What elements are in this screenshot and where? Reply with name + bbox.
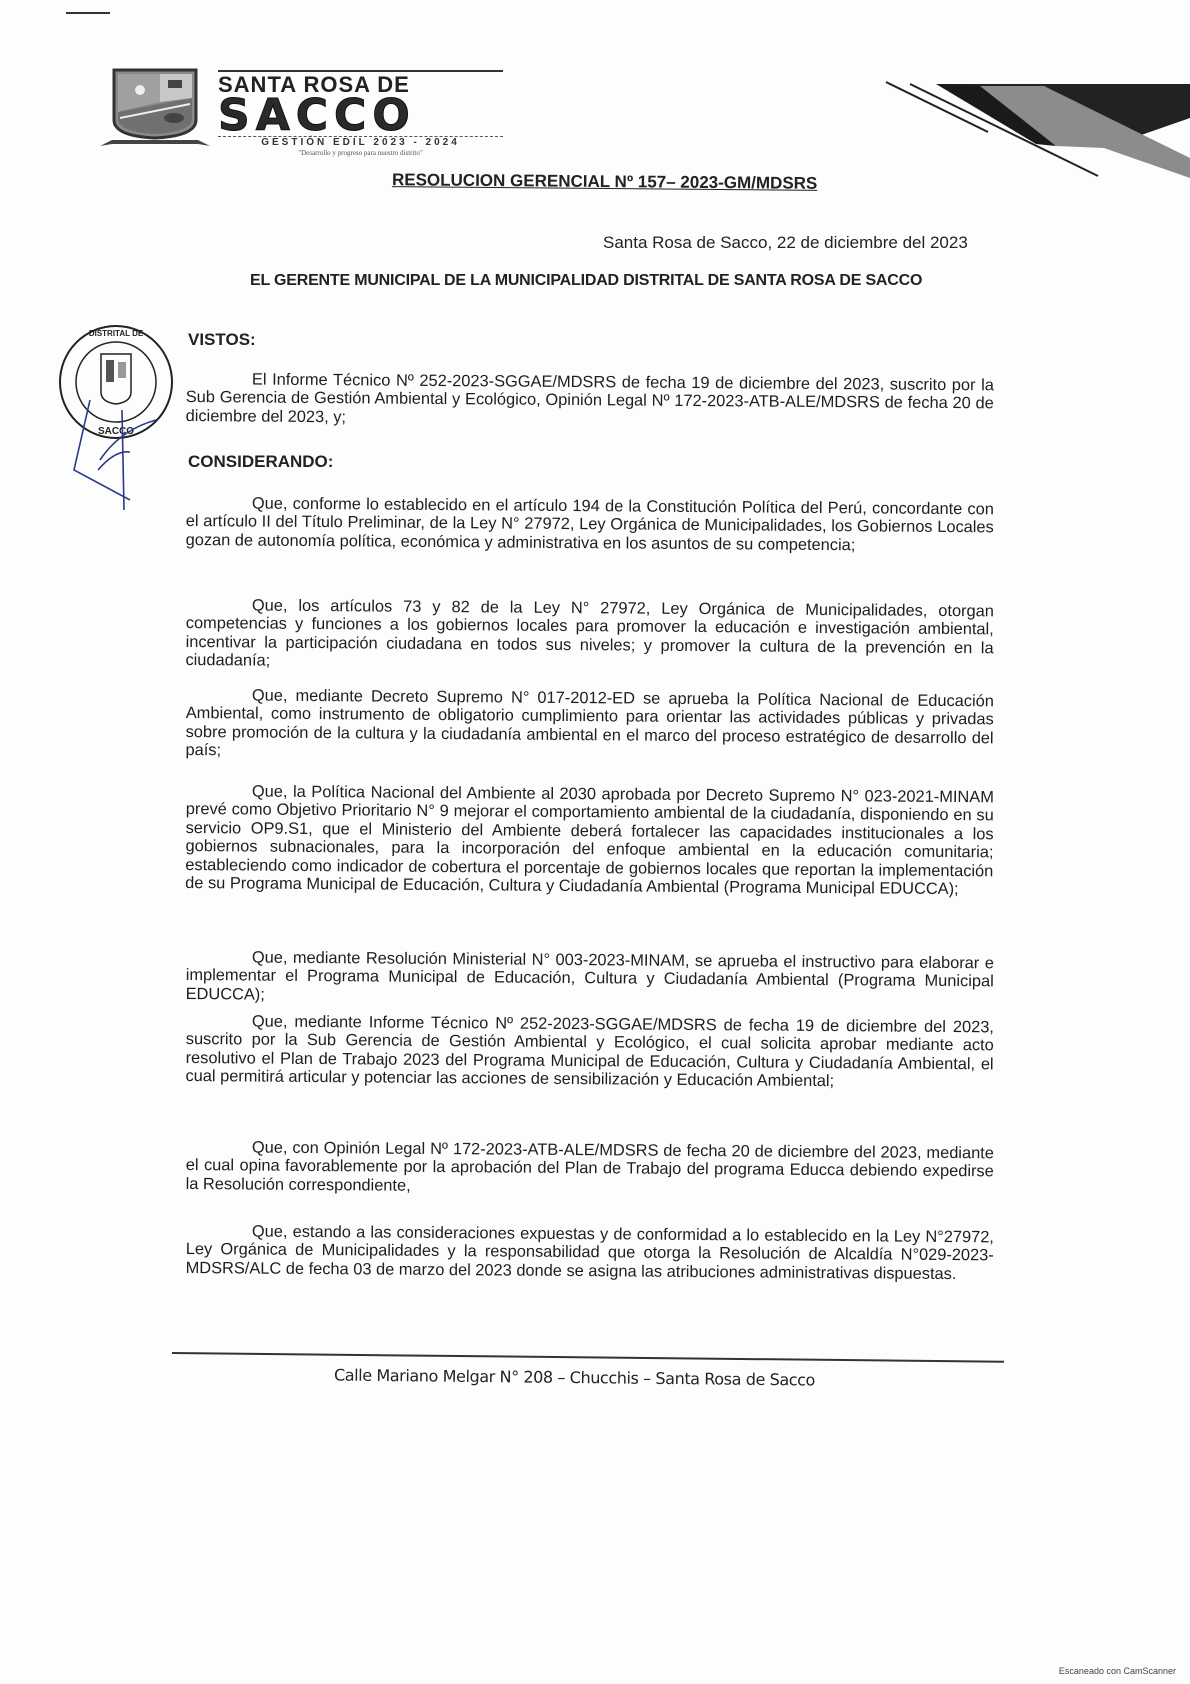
diagonal-stripes-icon — [870, 78, 1190, 198]
svg-text:SACCO: SACCO — [97, 426, 135, 437]
considerando-paragraph: Que, estando a las consideraciones expuestas y de conformidad a lo establecido en la Ley N°27972, Ley Orgánica de Municipalidades y la responsabilidad que otorga la Resolución de Alcaldía N°029-2023-MDSRS/ALC de fecha 03 de marzo del 2023 donde se asigna las atribuciones administrativas dispuestas. — [185, 1222, 994, 1283]
brand-name: SACCO — [218, 90, 416, 141]
considerando-paragraph: Que, con Opinión Legal Nº 172-2023-ATB-ALE/MDSRS de fecha 20 de diciembre del 2023, mediante el cual opina favorablemente por la aprobación del Plan de Trabajo del programa Educca debiendo expedirse la Resolución correspondiente, — [185, 1138, 994, 1195]
considerando-paragraph: Que, la Política Nacional del Ambiente al 2030 aprobada por Decreto Supremo N° 023-2021-MINAM prevé como Objetivo Prioritario N° 9 mejorar el comportamiento ambiental de la ciudadanía, disponiendo en su servicio OP9.S1, que el Ministerio del Ambiente deberá fortalecer las capacidades institucionales a los gobiernos subnacionales, para la incorporación del enfoque ambiental en la educación comunitaria; estableciendo como indicador de cobertura el porcentaje de gobiernos locales que reportan la implementación de su Programa Municipal de Educación, Cultura y Ciudadanía Ambiental (Programa Municipal EDUCCA); — [185, 782, 994, 899]
vistos-text: El Informe Técnico Nº 252-2023-SGGAE/MDSRS de fecha 19 de diciembre del 2023, suscrito por la Sub Gerencia de Gestión Ambiental y Ecológico, Opinión Legal Nº 172-2023-ATB-ALE/MDSRS de fecha 20 de diciembre del 2023, y; — [185, 370, 994, 427]
document-date: Santa Rosa de Sacco, 22 de diciembre del 2023 — [603, 233, 968, 252]
scan-corner-mark — [66, 12, 110, 14]
vistos-heading: VISTOS: — [188, 330, 256, 349]
brand-block — [218, 70, 503, 158]
resolution-title: RESOLUCION GERENCIAL Nº 157– 2023-GM/MDSRS — [391, 170, 818, 193]
crest-banner-icon — [100, 138, 210, 148]
considerando-paragraph: Que, mediante Decreto Supremo N° 017-2012-ED se aprueba la Política Nacional de Educación Ambiental, como instrumento de obligatorio cumplimiento para orientar las actividades públicas y privadas sobre promoción de la cultura y la ciudadanía ambiental en el marco del proceso estratégico de desarrollo del país; — [185, 686, 994, 760]
footer-divider — [172, 1352, 1004, 1363]
considerando-paragraph: Que, mediante Resolución Ministerial N° 003-2023-MINAM, se aprueba el instructivo para elaborar e implementar el Programa Municipal de Educación, Cultura y Ciudadanía Ambiental (Programa Municipal EDUCCA); — [185, 948, 994, 1004]
issuing-authority: EL GERENTE MUNICIPAL DE LA MUNICIPALIDAD DISTRITAL DE SANTA ROSA DE SACCO — [250, 272, 923, 289]
footer-address: Calle Mariano Melgar N° 208 – Chucchis – Santa Rosa de Sacco — [333, 1365, 816, 1390]
brand-title: SANTA ROSA DE — [218, 70, 503, 96]
considerando-paragraph: Que, conforme lo establecido en el artículo 194 de la Constitución Política del Perú, concordante con el artículo II del Título Preliminar, de la Ley N° 27972, Ley Orgánica de Municipalidades, los Gobiernos Locales gozan de autonomía política, económica y administrativa en los asuntos de su competencia; — [185, 494, 994, 555]
letterhead — [100, 62, 520, 157]
brand-subtitle: GESTIÓN EDIL 2023 - 2024 — [218, 136, 503, 149]
handwritten-signature-icon — [60, 390, 180, 520]
municipal-crest-icon — [110, 68, 200, 140]
considerando-heading: CONSIDERANDO: — [188, 452, 334, 471]
brand-motto: "Desarrollo y progreso para nuestro distrito" — [298, 149, 423, 157]
scanner-watermark: Escaneado con CamScanner — [1058, 1666, 1176, 1676]
considerando-paragraph: Que, mediante Informe Técnico Nº 252-2023-SGGAE/MDSRS de fecha 19 de diciembre del 2023, suscrito por la Sub Gerencia de Gestión Ambiental y Ecológico, el cual solicita aprobar mediante acto resolutivo el Plan de Trabajo 2023 del Programa Municipal de Educación, Cultura y Ciudadanía Ambiental, el cual permitirá articular y potenciar las acciones de sensibilización y Educación Ambiental; — [185, 1012, 994, 1091]
svg-text:DISTRITAL DE: DISTRITAL DE — [88, 329, 144, 338]
vistos-paragraph — [186, 370, 994, 432]
considerando-paragraph: Que, los artículos 73 y 82 de la Ley N° 27972, Ley Orgánica de Municipalidades, otorgan competencias y funciones a los gobiernos locales para promover la educación e investigación ambiental, incentivar la participación ciudadana en todos sus niveles; y promover la cultura de la prevención en la ciudadanía; — [185, 596, 994, 670]
